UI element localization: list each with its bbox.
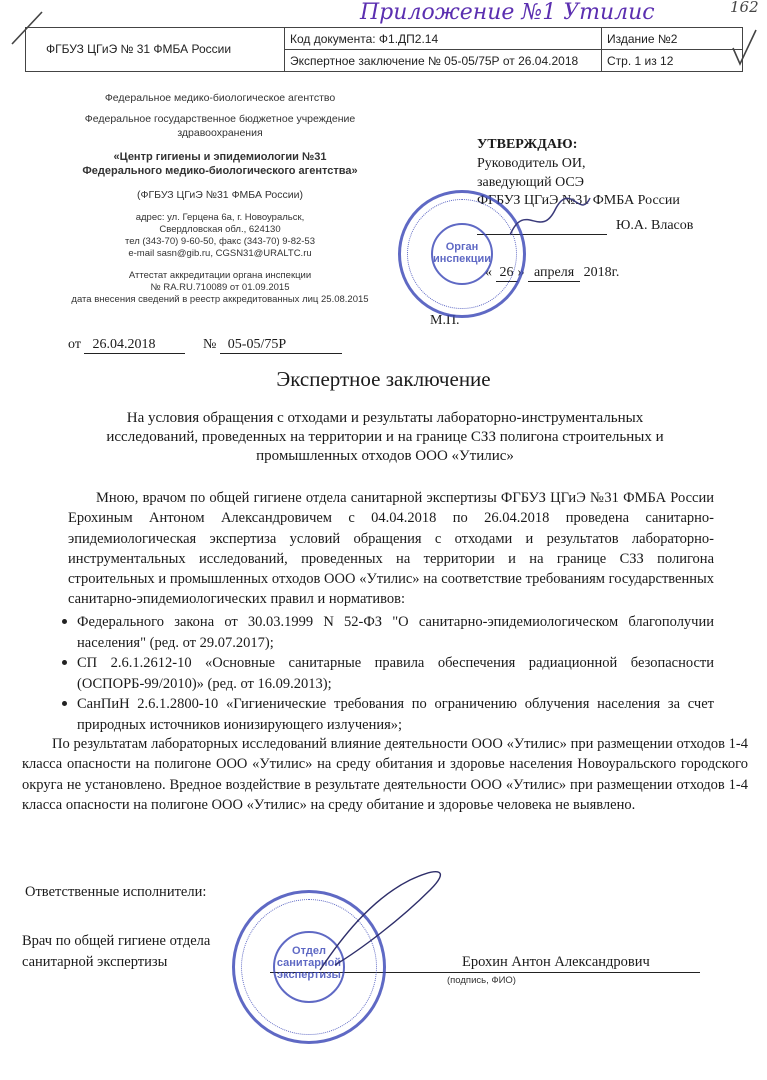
document-header-table	[25, 27, 743, 72]
stamp-center-line3: экспертизы	[277, 969, 341, 981]
stamp-center-line1: Орган	[445, 241, 479, 253]
address-line2: Свердловская обл., 624130	[159, 224, 281, 235]
handwritten-page-number: 162	[730, 0, 759, 16]
header-org: ФГБУЗ ЦГиЭ № 31 ФМБА России	[46, 42, 232, 56]
position-line2: санитарной экспертизы	[22, 954, 168, 970]
document-number-line	[68, 337, 342, 354]
executor-signature-scribble	[300, 860, 460, 985]
date-close-quote: »	[517, 265, 525, 280]
approval-signer: Ю.А. Власов	[616, 218, 694, 233]
handwritten-note: Приложение №1 Утилис	[360, 0, 655, 25]
stamp-center-line2: санитарной	[276, 957, 342, 969]
agency-name: Федеральное медико-биологическое агентство	[104, 92, 336, 104]
address-line1: адрес: ул. Герцена 6а, г. Новоуральск,	[135, 212, 305, 223]
accreditation-line3: дата внесения сведений в реестр аккредитованных лиц 25.08.2015	[71, 294, 369, 305]
header-doc-title: Экспертное заключение № 05-05/75Р от 26.04.2018	[290, 54, 579, 68]
email: e-mail sasn@gib.ru, CGSN31@URALTC.ru	[128, 248, 312, 259]
norm-item-2	[77, 653, 714, 694]
position-line1: Врач по общей гигиене отдела	[22, 933, 211, 949]
number-label: №	[202, 337, 217, 352]
norm-text: СП 2.6.1.2612-10 «Основные санитарные правила обеспечения радиационной безопасности (ОСПОРБ-99/2010)» (ред. от 16.09.2013);	[77, 655, 714, 692]
center-line1: «Центр гигиены и эпидемиологии №31	[113, 151, 327, 163]
date-month: апреля	[528, 265, 580, 282]
header-edition: Издание №2	[607, 32, 678, 46]
bullet-icon	[62, 660, 67, 665]
date-year: 2018г.	[583, 265, 620, 280]
document-date: 26.04.2018	[84, 337, 185, 354]
date-day: 26	[496, 265, 518, 282]
page-title: Экспертное заключение	[276, 367, 491, 391]
approval-line3: ФГБУЗ ЦГиЭ №31 ФМБА России	[477, 193, 680, 208]
seal-place: М.П.	[430, 313, 460, 328]
approval-heading: УТВЕРЖДАЮ:	[477, 137, 578, 152]
stamp-center-line2: инспекции	[432, 253, 492, 265]
approval-line1: Руководитель ОИ,	[477, 156, 586, 171]
norm-item-1	[77, 612, 714, 653]
from-label: от	[68, 337, 81, 352]
norm-text: СанПиН 2.6.1.2800-10 «Гигиенические требования по ограничению облучения населения за счет природных источников ионизирующего излучения»;	[77, 696, 714, 733]
header-page: Стр. 1 из 12	[607, 54, 674, 68]
date-open-quote: «	[485, 265, 492, 280]
accreditation-line1: Аттестат аккредитации органа инспекции	[128, 270, 312, 281]
institution-line2: здравоохранения	[177, 127, 263, 139]
intro-paragraph: Мною, врачом по общей гигиене отдела санитарной экспертизы ФГБУЗ ЦГиЭ №31 ФМБА России Ерохиным Антоном Александровичем с 04.04.2018 по 26.04.2018 проведена санитарно-эпидемиологическая экспертиза условий обращения с отходами и результатов лабораторно-инструментальных исследований, проведенных на территории и на границе СЗЗ полигона строительных и промышленных отходов ООО «Утилис» на соответствие требованиям государственных санитарно-эпидемиологических правил и нормативов:	[68, 490, 714, 608]
bullet-icon	[62, 701, 67, 706]
signature-caption: (подпись, ФИО)	[447, 975, 516, 986]
approval-signature-scribble	[505, 190, 595, 255]
conclusion-paragraph: По результатам лабораторных исследований влияние деятельности ООО «Утилис» при размещении отходов 1-4 класса опасности на полигоне ООО «Утилис» на среду обитания и здоровье населения Новоуральского городского округа не установлено. Вредное воздействие в результате деятельности ООО «Утилис» при размещении отходов 1-4 класса опасности на полигоне ООО «Утилис» на среду обитание и здоровье человека не выявлено.	[22, 736, 748, 813]
approval-line2: заведующий ОСЭ	[477, 175, 585, 190]
executor-name: Ерохин Антон Александрович	[462, 954, 650, 970]
page-subtitle: На условия обращения с отходами и результаты лабораторно-инструментальных исследований, проведенных на территории и на границе СЗЗ полигона строительных и промышленных отходов ООО «Утилис»	[106, 410, 664, 464]
header-doc-code: Код документа: Ф1.ДП2.14	[290, 32, 439, 46]
norm-text: Федерального закона от 30.03.1999 N 52-ФЗ "О санитарно-эпидемиологическом благополучии населения" (ред. от 29.07.2017);	[77, 614, 714, 651]
center-line2: Федерального медико-биологического агентства»	[82, 165, 358, 177]
accreditation-line2: № RA.RU.710089 от 01.09.2015	[150, 282, 290, 293]
org-abbreviation: (ФГБУЗ ЦГиЭ №31 ФМБА России)	[137, 189, 303, 201]
responsible-label: Ответственные исполнители:	[25, 884, 207, 900]
institution-line1: Федеральное государственное бюджетное учреждение	[84, 113, 356, 125]
bullet-icon	[62, 619, 67, 624]
norm-item-3	[77, 694, 714, 735]
document-number: 05-05/75Р	[220, 337, 342, 354]
stamp-center-line1: Отдел	[292, 945, 326, 957]
phone-fax: тел (343-70) 9-60-50, факс (343-70) 9-82-53	[124, 236, 315, 247]
